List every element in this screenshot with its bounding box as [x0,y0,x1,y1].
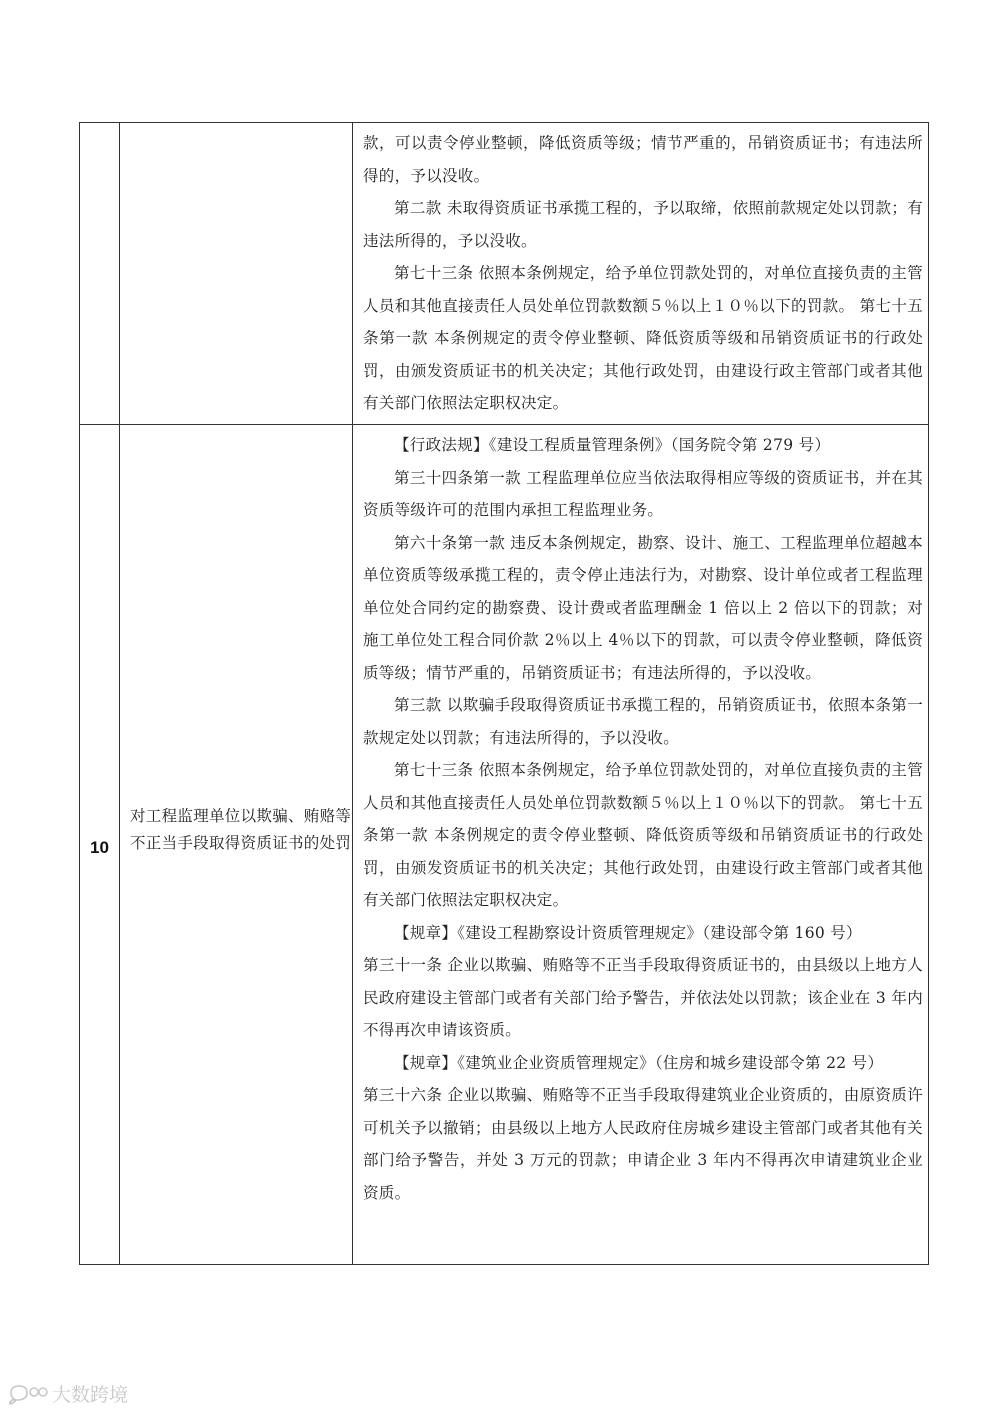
paragraph: 第三十六条 企业以欺骗、贿赂等不正当手段取得建筑业企业资质的，由原资质许可机关予以撤销；由县级以上地方人民政府住房城乡建设主管部门或者其他有关部门给予警告，并处 3 万元的罚款；申请企业 3 年内不得再次申请建筑业企业资质。 [363,1086,923,1202]
paragraph: 【行政法规】《建设工程质量管理条例》（国务院令第 279 号） [394,436,831,454]
paragraph: 第三款 以欺骗手段取得资质证书承揽工程的，吊销资质证书，依照本条第一款规定处以罚款；有违法所得的，予以没收。 [363,696,923,747]
prev-row-content [363,127,923,420]
column-divider [119,123,120,1264]
paragraph: 【规章】《建设工程勘察设计资质管理规定》（建设部令第 160 号） [394,923,862,942]
paragraph: 第二款 未取得资质证书承揽工程的，予以取缔，依照前款规定处以罚款；有违法所得的，予以没收。 [363,199,923,250]
row-divider [80,424,928,425]
paragraph: 第三十一条 企业以欺骗、贿赂等不正当手段取得资质证书的，由县级以上地方人民政府建设主管部门或者有关部门给予警告，并依法处以罚款；该企业在 3 年内不得再次申请该资质。 [363,956,923,1039]
row-title: 对工程监理单位以欺骗、贿赂等不正当手段取得资质证书的处罚 [130,807,352,852]
watermark-text: 大数跨境 [52,1384,129,1406]
paragraph: 【规章】《建筑业企业资质管理规定》（住房和城乡建设部令第 22 号） [394,1053,884,1072]
watermark [8,1380,128,1407]
column-divider [352,123,353,1264]
paragraph: 第七十三条 依照本条例规定，给予单位罚款处罚的，对单位直接负责的主管人员和其他直接责任人员处单位罚款数额５％以上１０％以下的罚款。 第七十五条第一款 本条例规定的责令停业整顿、降低资质等级和吊销资质证书的行政处罚，由颁发资质证书的机关决定；其他行政处罚，由建设行政主管部门或者其他有关部门依照法定职权决定。 [363,264,923,412]
row-10-content [363,429,923,1209]
speech-bubble-logo-icon [8,1383,52,1405]
row-number: 10 [90,838,109,857]
paragraph: 第六十条第一款 违反本条例规定，勘察、设计、施工、工程监理单位超越本单位资质等级承揽工程的，责令停止违法行为，对勘察、设计单位或者工程监理 单位处合同约定的勘察费、设计费或者监理酬金 1 倍以上 2 倍以下的罚款；对施工单位处工程合同价款 2％以上 4％以下的罚款，可以责令停业整顿，降低资质等级；情节严重的，吊销资质证书；有违法所得的，予以没收。 [363,533,923,682]
paragraph: 第七十三条 依照本条例规定，给予单位罚款处罚的，对单位直接负责的主管人员和其他直接责任人员处单位罚款数额５％以上１０％以下的罚款。 第七十五条第一款 本条例规定的责令停业整顿、降低资质等级和吊销资质证书的行政处罚，由颁发资质证书的机关决定；其他行政处罚，由建设行政主管部门或者其他有关部门依照法定职权决定。 [363,761,923,909]
paragraph: 款，可以责令停业整顿，降低资质等级；情节严重的，吊销资质证书；有违法所得的，予以没收。 [363,134,923,185]
paragraph: 第三十四条第一款 工程监理单位应当依法取得相应等级的资质证书，并在其资质等级许可的范围内承担工程监理业务。 [363,468,923,519]
regulation-table [79,122,929,1265]
